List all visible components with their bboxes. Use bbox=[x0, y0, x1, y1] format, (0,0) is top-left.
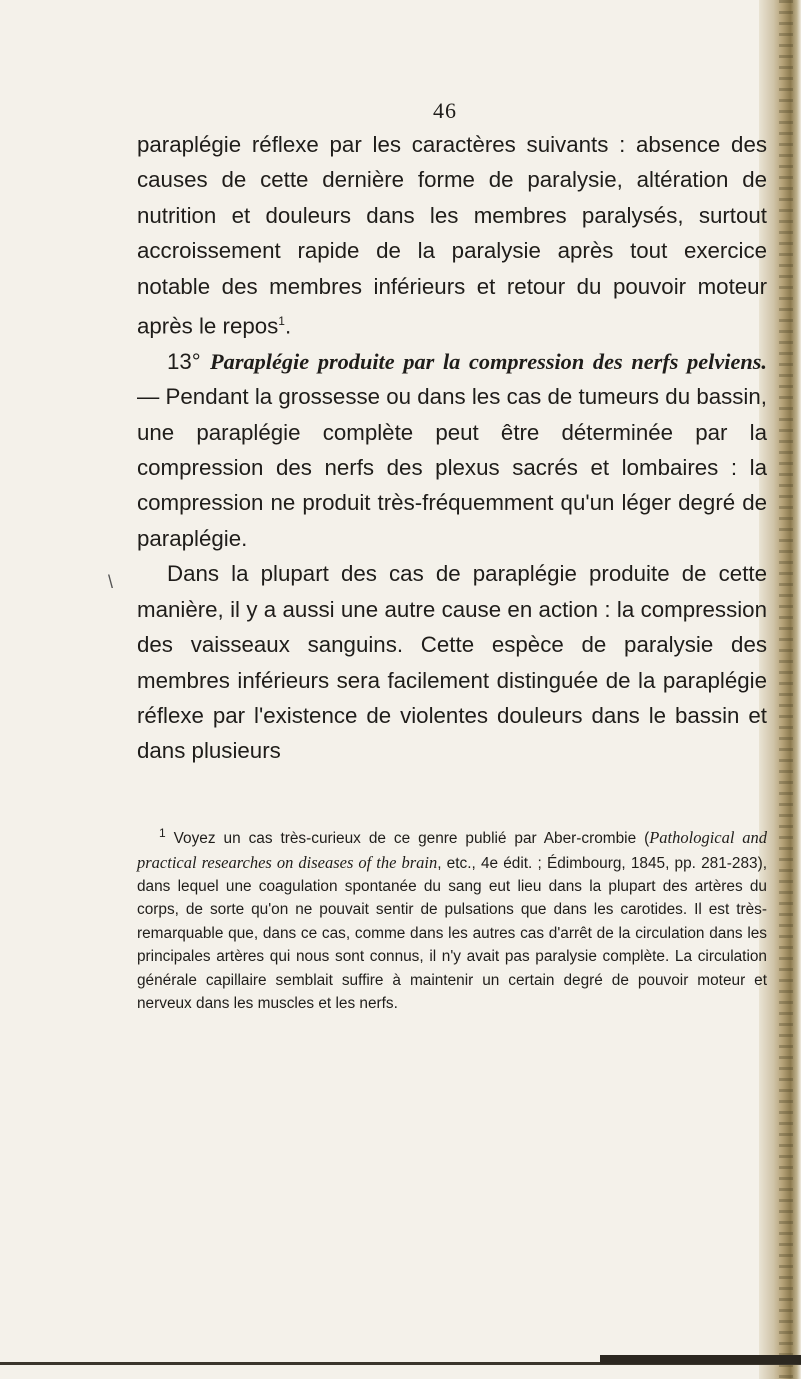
section-title: Paraplégie produite par la compression des nerfs pelviens. bbox=[210, 348, 767, 374]
footnote-number: 1 bbox=[159, 826, 166, 840]
paragraph-1 bbox=[137, 127, 767, 344]
main-text bbox=[137, 127, 767, 769]
margin-mark: \ bbox=[108, 572, 114, 592]
paragraph-2-text: — Pendant la grossesse ou dans les cas de tumeurs du bassin, une paraplégie complète peut être déterminée par la compression des nerfs des plexus sacrés et lombaires : la compression ne produit très-fréquemment qu'un léger degré de paraplégie. bbox=[137, 384, 767, 551]
bottom-bar bbox=[600, 1355, 801, 1364]
section-number: 13° bbox=[167, 348, 201, 374]
footnote-text-b: , etc., 4e édit. ; Édimbourg, 1845, pp. 281-283), dans lequel une coagulation spontanée du sang eut lieu dans la plupart des artères du corps, de sorte qu'on ne pouvait sentir de pulsations que dans les carotides. Il est très-remarquable que, dans ce cas, comme dans les autres cas d'arrêt de la circulation dans les principales artères qui nous sont connus, il n'y avait pas paralysie complète. La circulation générale capillaire semblait suffire à maintenir un certain degré de pouvoir moteur et nerveux dans les muscles et les nerfs. bbox=[137, 854, 767, 1012]
paragraph-2 bbox=[137, 344, 767, 556]
page-edge-texture bbox=[779, 0, 793, 1379]
footnote-ref[interactable]: 1 bbox=[278, 314, 285, 329]
page-number: 46 bbox=[433, 98, 457, 123]
footnote-book-title: Pathological and practical researches on diseases of the brain bbox=[137, 828, 768, 872]
paragraph-3: Dans la plupart des cas de paraplégie produite de cette manière, il y a aussi une autre cause en action : la compression des vaisseaux sanguins. Cette espèce de paralysie des membres inférieurs sera facilement distinguée de la paraplégie réflexe par l'existence de violentes douleurs dans le bassin et dans plusieurs bbox=[137, 561, 767, 764]
paragraph-1-end: . bbox=[284, 313, 292, 339]
paragraph-1-text: paraplégie réflexe par les caractères suivants : absence des causes de cette dernière forme de paralysie, altération de nutrition et douleurs dans les membres paralysés, surtout accroissement rapide de la paralysie après tout exercice notable des membres inférieurs et retour du pouvoir moteur après le repos bbox=[137, 132, 767, 339]
footnotes bbox=[137, 822, 767, 1015]
footnote-text-a: Voyez un cas très-curieux de ce genre publié par Aber-crombie ( bbox=[173, 830, 650, 848]
footnote-1 bbox=[137, 822, 767, 1015]
